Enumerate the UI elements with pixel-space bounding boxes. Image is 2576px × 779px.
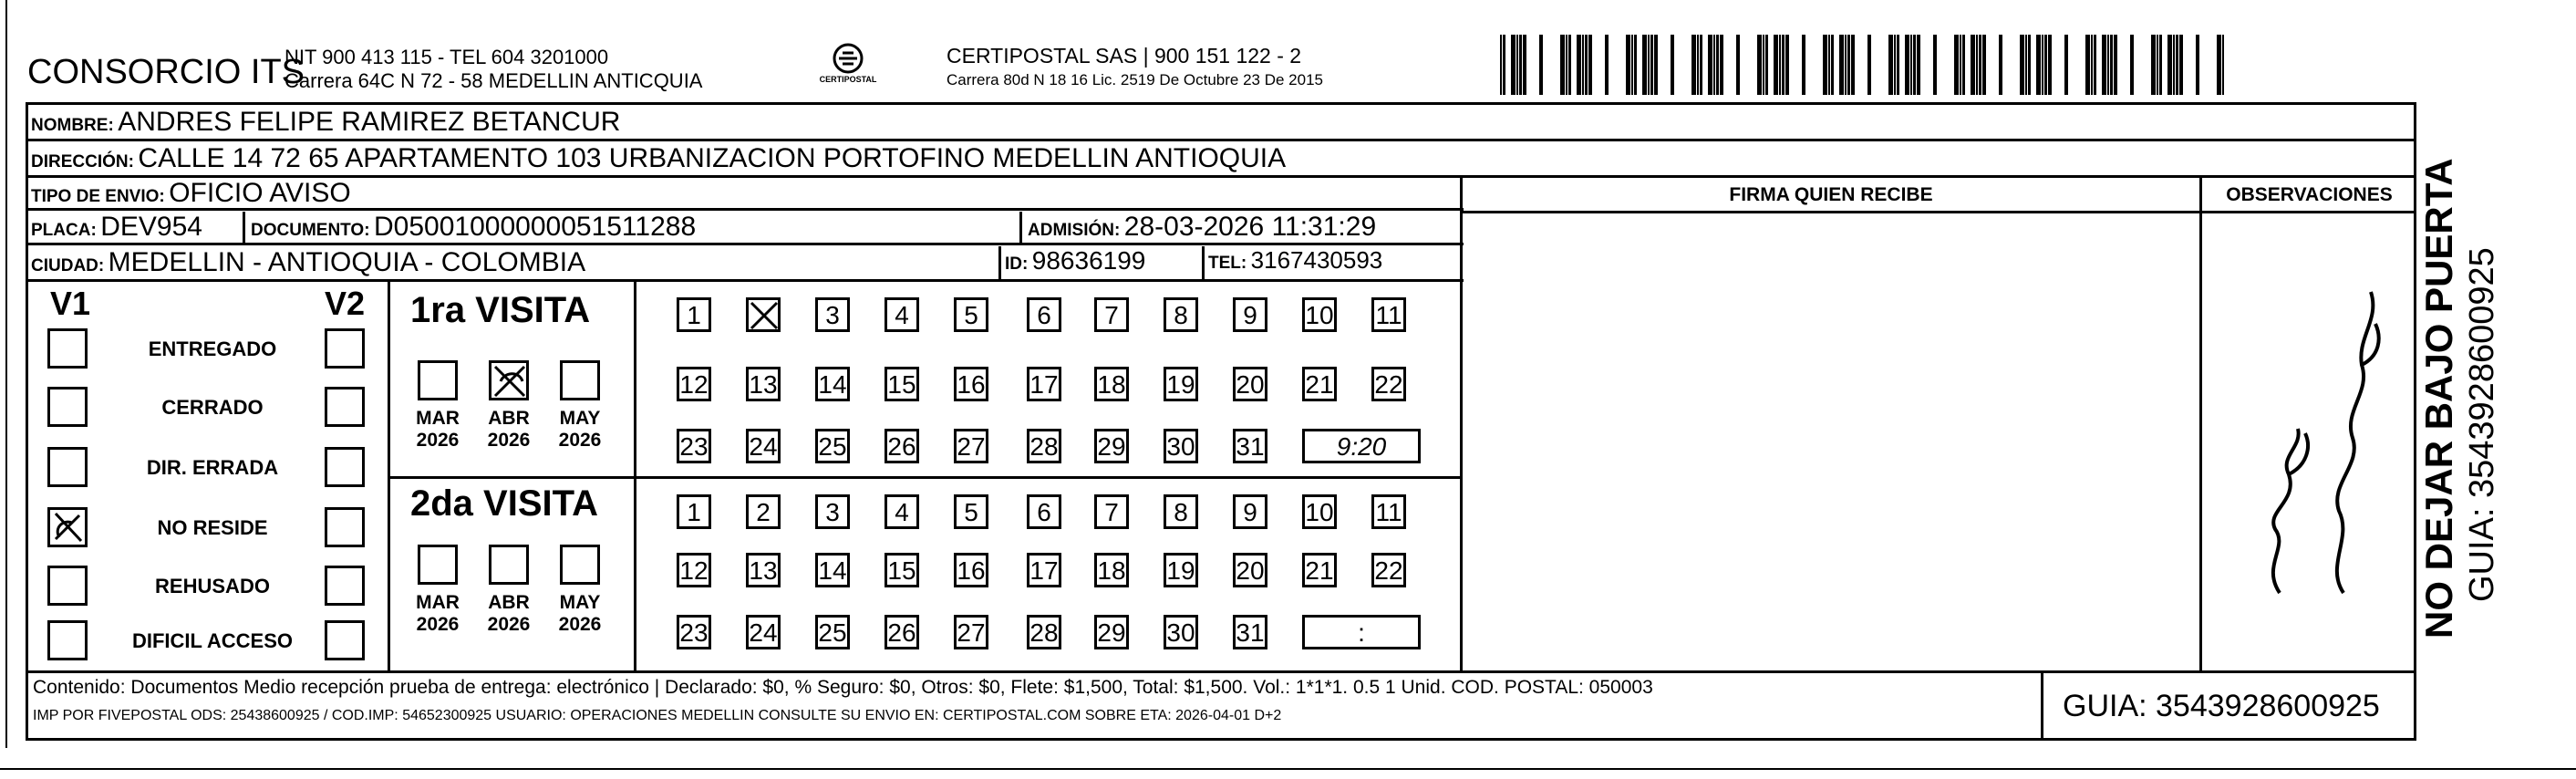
- month-checkbox[interactable]: [418, 545, 458, 585]
- day-checkbox[interactable]: 27: [954, 615, 988, 649]
- barcode-bar: [2167, 35, 2172, 95]
- barcode-bar: [1954, 35, 1959, 95]
- x-mark-icon: [491, 363, 528, 400]
- barcode-bar: [1765, 35, 1768, 95]
- status-label: CERRADO: [161, 396, 264, 419]
- barcode-bar: [1867, 35, 1871, 95]
- barcode-bar: [1648, 35, 1650, 95]
- day-checkbox[interactable]: 22: [1371, 367, 1406, 401]
- day-checkbox[interactable]: 16: [954, 553, 988, 587]
- barcode-bar: [1566, 35, 1567, 95]
- barcode-bar: [2091, 35, 2093, 95]
- day-checkbox[interactable]: 13: [746, 367, 781, 401]
- barcode-bar: [1736, 35, 1740, 95]
- tel-cell: [1202, 246, 1382, 279]
- month-year: 2026: [558, 430, 602, 451]
- barcode-bar: [2094, 35, 2096, 95]
- barcode-bar: [1582, 35, 1584, 95]
- certipostal-line2: Carrera 80d N 18 16 Lic. 2519 De Octubre 23 De 2015: [947, 71, 1323, 88]
- barcode-bar: [2025, 35, 2027, 95]
- status-label: REHUSADO: [155, 575, 270, 597]
- admision-value: 28-03-2026 11:31:29: [1123, 212, 1377, 242]
- month-name: ABR: [488, 592, 530, 613]
- barcode-bar: [1962, 35, 1965, 95]
- day-checkbox[interactable]: 28: [1027, 429, 1061, 463]
- day-checkbox[interactable]: 24: [746, 429, 781, 463]
- barcode-bar: [2044, 35, 2047, 95]
- v2-checkbox[interactable]: [325, 620, 365, 660]
- barcode-bar: [2107, 35, 2109, 95]
- v2-header: V2: [325, 285, 366, 322]
- first-visit-title: 1ra VISITA: [410, 290, 591, 330]
- day-checkbox[interactable]: 11: [1371, 297, 1406, 332]
- day-checkbox[interactable]: [746, 297, 781, 332]
- status-label: DIR. ERRADA: [146, 456, 279, 479]
- barcode-bar: [1802, 35, 1805, 95]
- barcode-bar: [1713, 35, 1715, 95]
- day-checkbox[interactable]: 1: [677, 494, 711, 529]
- day-checkbox[interactable]: 20: [1233, 553, 1267, 587]
- day-checkbox[interactable]: 10: [1302, 297, 1337, 332]
- barcode-bar: [2048, 35, 2052, 95]
- firma-divider: [1460, 178, 1463, 670]
- status-label: NO RESIDE: [157, 516, 268, 539]
- barcode-bar: [1999, 35, 2002, 95]
- day-checkbox[interactable]: 5: [954, 494, 988, 529]
- month-name: ABR: [488, 408, 530, 429]
- day-checkbox[interactable]: 26: [885, 429, 919, 463]
- barcode-bar: [1560, 35, 1565, 95]
- day-checkbox[interactable]: 15: [885, 553, 919, 587]
- v1-header: V1: [50, 285, 91, 322]
- barcode-bar: [1847, 35, 1850, 95]
- bottom-edge-line: [0, 768, 2576, 770]
- side-text: [2416, 146, 2576, 639]
- day-checkbox[interactable]: 21: [1302, 553, 1337, 587]
- month-checkbox[interactable]: [560, 360, 600, 400]
- barcode-bar: [2110, 35, 2113, 95]
- handwritten-observation-signature: [2225, 237, 2389, 620]
- visit-separator: [388, 476, 1460, 479]
- v1-checkbox[interactable]: [47, 507, 88, 547]
- day-checkbox[interactable]: 28: [1027, 615, 1061, 649]
- tel-value: 3167430593: [1250, 246, 1383, 274]
- day-checkbox[interactable]: 21: [1302, 367, 1337, 401]
- ciudad-label: CIUDAD:: [31, 256, 105, 275]
- barcode-bar: [2085, 35, 2090, 95]
- barcode-bar: [1851, 35, 1855, 95]
- day-checkbox[interactable]: 19: [1164, 553, 1198, 587]
- month-name: MAY: [559, 592, 601, 613]
- day-checkbox[interactable]: 30: [1164, 429, 1198, 463]
- firma-label: FIRMA QUIEN RECIBE: [1729, 184, 1933, 205]
- day-checkbox[interactable]: 4: [885, 297, 919, 332]
- v1-checkbox[interactable]: [47, 447, 88, 487]
- barcode-bar: [2036, 35, 2041, 95]
- footer-guia-divider: [2041, 670, 2043, 741]
- day-checkbox[interactable]: 19: [1164, 367, 1198, 401]
- barcode-bar: [1888, 35, 1893, 95]
- firma-header-line: [1460, 211, 2416, 213]
- day-checkbox[interactable]: 30: [1164, 615, 1198, 649]
- barcode-bar: [2179, 35, 2183, 95]
- barcode-bar: [1823, 35, 1827, 95]
- barcode-bar: [1774, 35, 1778, 95]
- barcode-bar: [2151, 35, 2156, 95]
- barcode-bar: [1708, 35, 1712, 95]
- day-checkbox[interactable]: 29: [1094, 615, 1129, 649]
- day-checkbox[interactable]: 29: [1094, 429, 1129, 463]
- direccion-value: CALLE 14 72 65 APARTAMENTO 103 URBANIZACION PORTOFINO MEDELLIN ANTIOQUIA: [138, 143, 1287, 173]
- id-label: ID:: [1005, 254, 1029, 274]
- month-name: MAR: [416, 592, 460, 613]
- barcode-bar: [1585, 35, 1588, 95]
- day-checkbox[interactable]: 16: [954, 367, 988, 401]
- month-label: [481, 408, 536, 452]
- month-name: MAY: [559, 408, 601, 429]
- barcode-bar: [1763, 35, 1764, 95]
- barcode-bar: [1982, 35, 1986, 95]
- footer-line1: Contenido: Documentos Medio recepción prueba de entrega: electrónico | Declarado: $0, % Seguro: $0, Otros: $0, Flete: $1,500, Total: $1,500. Vol.: 1*1*1. 0.5 1 Unid. COD. POSTAL: 050003: [33, 677, 1653, 698]
- barcode-bar: [1971, 35, 1975, 95]
- v2-checkbox[interactable]: [325, 447, 365, 487]
- barcode: [1500, 35, 2229, 95]
- barcode-bar: [2173, 35, 2175, 95]
- v2-checkbox[interactable]: [325, 387, 365, 427]
- direccion-row: [27, 141, 2416, 178]
- day-checkbox[interactable]: 8: [1164, 494, 1198, 529]
- side-warning: NO DEJAR BAJO PUERTA: [2417, 158, 2460, 639]
- time-field[interactable]: :: [1302, 615, 1421, 649]
- footer-guia: GUIA: 3543928600925: [2063, 689, 2380, 723]
- barcode-bar: [1913, 35, 1916, 95]
- barcode-bar: [1634, 35, 1637, 95]
- company-address: Carrera 64C N 72 - 58 MEDELLIN ANTICQUIA: [284, 69, 703, 92]
- month-checkbox[interactable]: [560, 545, 600, 585]
- day-checkbox[interactable]: 14: [815, 553, 850, 587]
- side-guia: GUIA: 3543928600925: [2463, 247, 2501, 602]
- barcode-bar: [1500, 35, 1502, 95]
- month-label: [410, 592, 465, 636]
- day-checkbox[interactable]: 5: [954, 297, 988, 332]
- barcode-bar: [1828, 35, 1830, 95]
- footer-top-line: [26, 670, 2416, 673]
- status-label: DIFICIL ACCESO: [131, 629, 293, 652]
- barcode-bar: [1839, 35, 1844, 95]
- barcode-bar: [1917, 35, 1920, 95]
- day-checkbox[interactable]: 31: [1233, 615, 1267, 649]
- documento-label: DOCUMENTO:: [251, 221, 370, 240]
- v1-checkbox[interactable]: [47, 328, 88, 369]
- barcode-bar: [1697, 35, 1699, 95]
- month-label: [553, 408, 607, 452]
- barcode-bar: [1631, 35, 1633, 95]
- v1-checkbox[interactable]: [47, 620, 88, 660]
- barcode-bar: [1933, 35, 1937, 95]
- nombre-row: [27, 105, 2416, 141]
- barcode-bar: [1831, 35, 1834, 95]
- day-checkbox[interactable]: 8: [1164, 297, 1198, 332]
- barcode-bar: [2196, 35, 2199, 95]
- id-value: 98636199: [1031, 246, 1146, 275]
- certipostal-line1: CERTIPOSTAL SAS | 900 151 122 - 2: [947, 44, 1302, 68]
- day-checkbox[interactable]: 20: [1233, 367, 1267, 401]
- barcode-bar: [1654, 35, 1658, 95]
- nombre-value: ANDRES FELIPE RAMIREZ BETANCUR: [118, 107, 621, 137]
- month-label: [410, 408, 465, 452]
- day-checkbox[interactable]: 17: [1027, 367, 1061, 401]
- footer-line2: IMP POR FIVEPOSTAL ODS: 25438600925 / COD.IMP: 54652300925 USUARIO: OPERACIONES MEDELLIN CONSULTE SU ENVIO EN: CERTIPOSTAL.COM SOBRE ETA: 2026-04-01 D+2: [33, 708, 1282, 723]
- day-checkbox[interactable]: 6: [1027, 297, 1061, 332]
- x-mark-icon: [749, 300, 780, 331]
- barcode-bar: [1785, 35, 1789, 95]
- barcode-bar: [1605, 35, 1609, 95]
- documento-cell: [243, 212, 696, 244]
- month-name: MAR: [416, 408, 460, 429]
- month-year: 2026: [487, 614, 531, 635]
- barcode-bar: [2102, 35, 2106, 95]
- barcode-bar: [1897, 35, 1899, 95]
- day-checkbox[interactable]: 15: [885, 367, 919, 401]
- left-edge-line: [5, 0, 7, 748]
- admision-cell: [1019, 212, 1376, 244]
- month-checkbox[interactable]: [489, 360, 529, 400]
- certipostal-logo: [821, 38, 875, 93]
- day-checkbox[interactable]: 25: [815, 429, 850, 463]
- day-checkbox[interactable]: 18: [1094, 367, 1129, 401]
- barcode-bar: [1503, 35, 1505, 95]
- barcode-bar: [1979, 35, 1981, 95]
- day-checkbox[interactable]: 24: [746, 615, 781, 649]
- company-name: CONSORCIO ITS: [27, 53, 305, 91]
- barcode-bar: [1845, 35, 1847, 95]
- barcode-bar: [2130, 35, 2134, 95]
- day-checkbox[interactable]: 25: [815, 615, 850, 649]
- barcode-bar: [1568, 35, 1571, 95]
- barcode-bar: [1910, 35, 1912, 95]
- barcode-bar: [1691, 35, 1696, 95]
- day-checkbox[interactable]: 14: [815, 367, 850, 401]
- barcode-bar: [1757, 35, 1762, 95]
- v2-checkbox[interactable]: [325, 566, 365, 606]
- day-checkbox[interactable]: 11: [1371, 494, 1406, 529]
- ciudad-value: MEDELLIN - ANTIOQUIA - COLOMBIA: [108, 247, 586, 277]
- observaciones-divider: [2199, 178, 2202, 670]
- day-checkbox[interactable]: 7: [1094, 494, 1129, 529]
- day-checkbox[interactable]: 12: [677, 553, 711, 587]
- barcode-bar: [1960, 35, 1961, 95]
- barcode-bar: [2222, 35, 2224, 95]
- barcode-bar: [1642, 35, 1647, 95]
- admision-label: ADMISIÓN:: [1028, 221, 1121, 240]
- day-checkbox[interactable]: 9: [1233, 297, 1267, 332]
- barcode-bar: [2042, 35, 2043, 95]
- logo-seal-icon: [821, 38, 875, 93]
- barcode-bar: [1523, 35, 1526, 95]
- barcode-bar: [1626, 35, 1630, 95]
- day-checkbox[interactable]: 12: [677, 367, 711, 401]
- day-checkbox[interactable]: 7: [1094, 297, 1129, 332]
- nombre-label: NOMBRE:: [31, 116, 114, 135]
- barcode-bar: [1720, 35, 1723, 95]
- barcode-bar: [2159, 35, 2162, 95]
- barcode-bar: [1588, 35, 1592, 95]
- barcode-graphic: [1500, 35, 2229, 95]
- barcode-bar: [1894, 35, 1896, 95]
- month-year: 2026: [416, 614, 460, 635]
- day-checkbox[interactable]: 18: [1094, 553, 1129, 587]
- placa-label: PLACA:: [31, 221, 97, 240]
- barcode-bar: [1671, 35, 1674, 95]
- month-label: [481, 592, 536, 636]
- v2-checkbox[interactable]: [325, 328, 365, 369]
- id-cell: [998, 246, 1145, 279]
- day-checkbox[interactable]: 31: [1233, 429, 1267, 463]
- day-checkbox[interactable]: 9: [1233, 494, 1267, 529]
- barcode-bar: [2020, 35, 2024, 95]
- company-nit: NIT 900 413 115 - TEL 604 3201000: [284, 46, 609, 68]
- day-checkbox[interactable]: 26: [885, 615, 919, 649]
- v1-checkbox[interactable]: [47, 387, 88, 427]
- barcode-bar: [2028, 35, 2031, 95]
- barcode-bar: [1700, 35, 1702, 95]
- barcode-bar: [1716, 35, 1719, 95]
- tel-label: TEL:: [1208, 254, 1247, 273]
- v2-checkbox[interactable]: [325, 507, 365, 547]
- x-mark-icon: [50, 510, 87, 546]
- day-checkbox[interactable]: 27: [954, 429, 988, 463]
- time-field[interactable]: 9:20: [1302, 429, 1421, 463]
- barcode-bar: [1905, 35, 1909, 95]
- day-checkbox[interactable]: 2: [746, 494, 781, 529]
- day-checkbox[interactable]: 23: [677, 429, 711, 463]
- status-label: ENTREGADO: [148, 338, 277, 360]
- observaciones-label: OBSERVACIONES: [2226, 184, 2393, 205]
- tipo-row: [27, 178, 1464, 211]
- day-checkbox[interactable]: 4: [885, 494, 919, 529]
- day-checkbox[interactable]: 22: [1371, 553, 1406, 587]
- day-checkbox[interactable]: 3: [815, 494, 850, 529]
- barcode-bar: [2114, 35, 2117, 95]
- second-visit-title: 2da VISITA: [410, 483, 598, 524]
- direccion-label: DIRECCIÓN:: [31, 152, 134, 171]
- month-year: 2026: [416, 430, 460, 451]
- barcode-bar: [1519, 35, 1522, 95]
- barcode-bar: [1779, 35, 1781, 95]
- month-checkbox[interactable]: [489, 545, 529, 585]
- tipo-value: OFICIO AVISO: [169, 178, 351, 208]
- barcode-bar: [2157, 35, 2158, 95]
- barcode-bar: [1539, 35, 1543, 95]
- day-checkbox[interactable]: 17: [1027, 553, 1061, 587]
- day-checkbox[interactable]: 6: [1027, 494, 1061, 529]
- placa-value: DEV954: [100, 212, 202, 242]
- v1-checkbox[interactable]: [47, 566, 88, 606]
- day-checkbox[interactable]: 3: [815, 297, 850, 332]
- month-year: 2026: [558, 614, 602, 635]
- barcode-bar: [1516, 35, 1518, 95]
- barcode-bar: [1577, 35, 1581, 95]
- barcode-bar: [1976, 35, 1978, 95]
- barcode-bar: [1511, 35, 1516, 95]
- day-checkbox[interactable]: 1: [677, 297, 711, 332]
- barcode-bar: [1650, 35, 1653, 95]
- day-checkbox[interactable]: 23: [677, 615, 711, 649]
- day-checkbox[interactable]: 10: [1302, 494, 1337, 529]
- tipo-label: TIPO DE ENVIO:: [31, 187, 165, 206]
- barcode-bar: [2176, 35, 2178, 95]
- barcode-bar: [2064, 35, 2068, 95]
- barcode-bar: [2217, 35, 2221, 95]
- day-checkbox[interactable]: 13: [746, 553, 781, 587]
- logo-text: CERTIPOSTAL: [819, 75, 877, 84]
- month-label: [553, 592, 607, 636]
- documento-value: D05001000000051511288: [374, 212, 697, 242]
- barcode-bar: [1782, 35, 1785, 95]
- month-checkbox[interactable]: [418, 360, 458, 400]
- month-year: 2026: [487, 430, 531, 451]
